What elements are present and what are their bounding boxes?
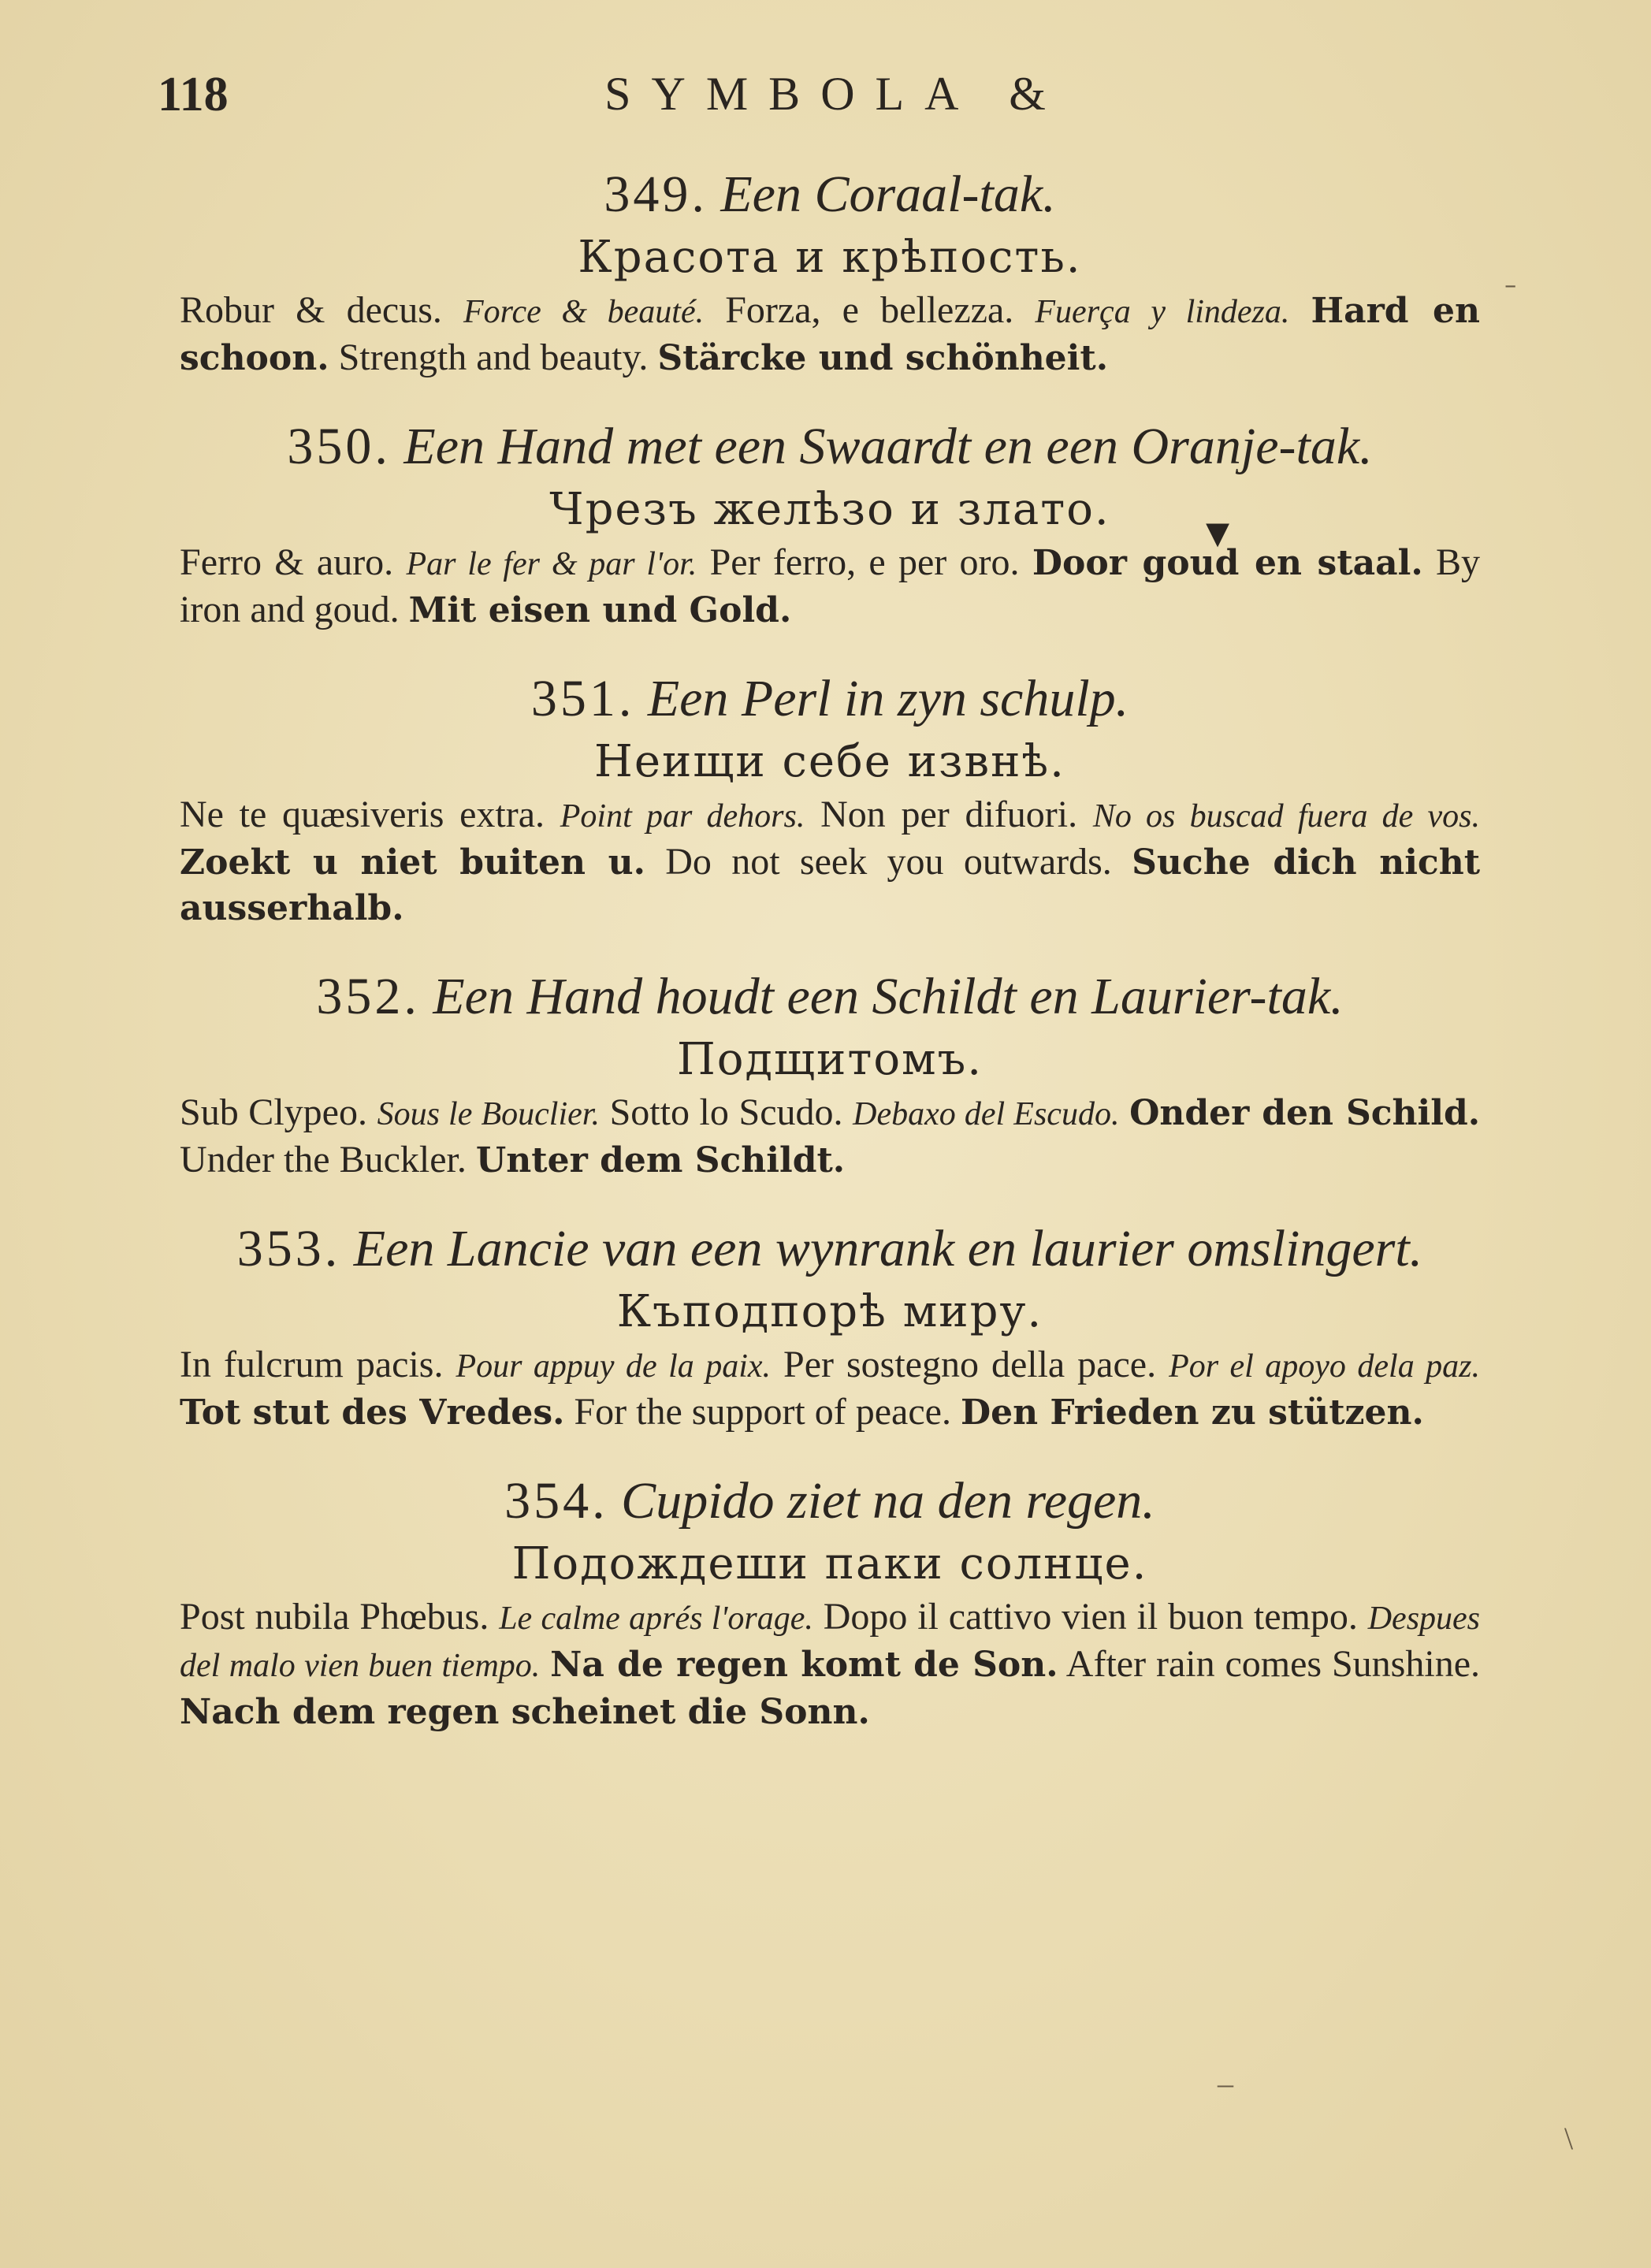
page-number: 118 [158, 68, 229, 121]
slavonic-motto: Къподпорѣ миру. [616, 1286, 1043, 1337]
slavonic-motto: Подождеши паки солнце. [511, 1538, 1148, 1589]
spanish-motto: Fuerça y lindeza. [1035, 294, 1290, 330]
english-motto: After rain comes Sunshine. [1065, 1643, 1481, 1685]
latin-motto: Post nubila Phœbus. [180, 1596, 489, 1638]
entry-title [180, 666, 1480, 732]
entry-number: 353. [236, 1220, 341, 1277]
entry-number: 349. [604, 165, 708, 223]
dutch-motto: Tot stut des Vredes. [180, 1392, 565, 1433]
slavonic-motto: Подщитомъ. [676, 1034, 984, 1085]
italian-motto: Forza, e bellezza. [725, 289, 1014, 331]
latin-motto: Ferro & auro. [180, 541, 394, 583]
entry-351 [180, 666, 1480, 931]
entry-dutch-title: Een Perl in zyn schulp. [647, 670, 1129, 727]
latin-motto: Sub Clypeo. [180, 1091, 367, 1133]
translations [180, 1594, 1480, 1734]
entry-dutch-title: Een Coraal-tak. [720, 165, 1056, 223]
entry-title [180, 964, 1480, 1030]
entry-353 [180, 1216, 1480, 1435]
translations [180, 792, 1480, 931]
ink-speck: ˉ [1505, 277, 1516, 312]
spanish-motto: No os buscad fuera de vos. [1092, 798, 1481, 835]
german-motto: Mit eisen und Gold. [408, 590, 792, 630]
german-motto: Unter dem Schildt. [475, 1140, 846, 1180]
translations [180, 1342, 1480, 1435]
spanish-motto: Despues del malo vien buen tiempo. [180, 1601, 1481, 1684]
italian-motto: Sotto lo Scudo. [609, 1091, 843, 1133]
french-motto: Sous le Bouclier. [377, 1096, 600, 1132]
slavonic-motto: Чрезъ желѣзо и злато. [549, 484, 1110, 535]
entry-title [180, 1468, 1480, 1534]
entry-title [180, 162, 1480, 228]
german-motto: Suche dich nicht ausserhalb. [180, 842, 1481, 928]
english-motto: By iron and goud. [180, 541, 1481, 630]
entry-dutch-title: Een Hand met een Swaardt en een Oranje-tak. [403, 418, 1373, 475]
entry-number: 354. [504, 1472, 608, 1530]
paper-mark: ‒ [1218, 2065, 1233, 2101]
dutch-motto: Zoekt u niet buiten u. [180, 842, 645, 883]
entry-number: 350. [287, 418, 391, 475]
dutch-motto: Na de regen komt de Son. [550, 1645, 1058, 1685]
entry-number: 352. [316, 968, 420, 1025]
entry-354 [180, 1468, 1480, 1734]
french-motto: Le calme aprés l'orage. [499, 1601, 813, 1637]
entry-dutch-title: Een Hand houdt een Schildt en Laurier-tak. [433, 968, 1344, 1025]
ink-blot: ▾ [1206, 506, 1230, 558]
translations [180, 540, 1480, 633]
entry-349 [180, 162, 1480, 381]
running-title: SYMBOLA & [604, 68, 1066, 120]
entry-352 [180, 964, 1480, 1183]
entry-number: 351. [530, 670, 635, 727]
german-motto: Den Frieden zu stützen. [960, 1392, 1424, 1433]
french-motto: Pour appuy de la paix. [456, 1348, 772, 1385]
slavonic-motto: Неищи себе извнѣ. [594, 736, 1065, 787]
italian-motto: Non per difuori. [820, 794, 1078, 835]
spanish-motto: Debaxo del Escudo. [853, 1096, 1120, 1132]
english-motto: Do not seek you outwards. [665, 841, 1112, 883]
english-motto: For the support of peace. [574, 1391, 951, 1433]
english-motto: Under the Buckler. [180, 1139, 467, 1180]
french-motto: Force & beauté. [463, 294, 705, 330]
entry-title [180, 414, 1480, 480]
spanish-motto: Por el apoyo dela paz. [1169, 1348, 1481, 1385]
slavonic-motto: Красота и крѣпость. [578, 232, 1082, 283]
entry-dutch-title: Cupido ziet na den regen. [621, 1472, 1155, 1530]
dutch-motto: Hard en schoon. [180, 291, 1480, 378]
german-motto: Stärcke und schönheit. [657, 338, 1109, 378]
italian-motto: Per sostegno della pace. [783, 1344, 1157, 1385]
entry-dutch-title: Een Lancie van een wynrank en laurier omslingert. [353, 1220, 1423, 1277]
german-motto: Nach dem regen scheinet die Sonn. [180, 1692, 870, 1732]
page-body [180, 162, 1480, 1768]
entry-350 [180, 414, 1480, 633]
french-motto: Par le fer & par l'or. [406, 546, 697, 582]
dutch-motto: Onder den Schild. [1129, 1093, 1481, 1133]
entry-title [180, 1216, 1480, 1282]
latin-motto: Robur & decus. [180, 289, 442, 331]
english-motto: Strength and beauty. [338, 336, 649, 378]
italian-motto: Per ferro, e per oro. [709, 541, 1020, 583]
dutch-motto: Door goud en staal. [1032, 543, 1423, 583]
latin-motto: In fulcrum pacis. [180, 1344, 444, 1385]
paper-mark: \ [1564, 2121, 1574, 2156]
translations [180, 1090, 1480, 1183]
translations [180, 288, 1480, 381]
italian-motto: Dopo il cattivo vien il buon tempo. [823, 1596, 1358, 1638]
french-motto: Point par dehors. [560, 798, 805, 835]
page-header [158, 67, 1513, 130]
latin-motto: Ne te quæsiveris extra. [180, 794, 545, 835]
